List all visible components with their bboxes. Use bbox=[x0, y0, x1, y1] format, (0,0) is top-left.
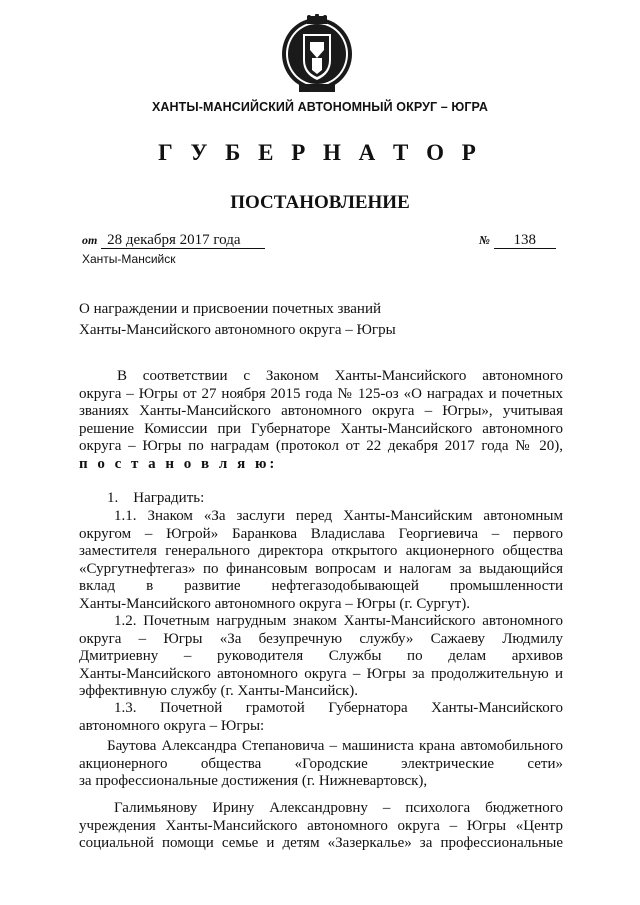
subject-line: Ханты-Мансийского автономного округа – Югры bbox=[79, 322, 396, 338]
item-1-3 bbox=[79, 700, 563, 735]
number-field bbox=[479, 232, 556, 249]
text-line: «Сургутнефтегаз» по финансовым вопросам и налогам за выдающийся bbox=[79, 560, 563, 577]
city: Ханты-Мансийск bbox=[82, 252, 176, 266]
date-label: от bbox=[82, 233, 98, 247]
preamble-paragraph bbox=[79, 368, 563, 473]
text-line: округом – Югрой» Баранкова Владислава Георгиевича – первого bbox=[79, 525, 563, 542]
date-field bbox=[82, 232, 265, 249]
document-type: ПОСТАНОВЛЕНИЕ bbox=[230, 192, 410, 213]
emblem-motto: ЮГРА bbox=[309, 88, 325, 93]
text-line: округа – Югры «За безупречную службу» Сажаеву Людмилу bbox=[79, 630, 563, 647]
region-heading: ХАНТЫ-МАНСИЙСКИЙ АВТОНОМНЫЙ ОКРУГ – ЮГРА bbox=[151, 100, 489, 114]
item-1-2 bbox=[79, 613, 563, 701]
number-label: № bbox=[479, 233, 490, 247]
text-line: вклад в развитие нефтегазодобывающей промышленности bbox=[79, 578, 563, 594]
governor-title: Г У Б Е Р Н А Т О Р bbox=[158, 140, 482, 165]
item-1-heading: 1. Наградить: bbox=[107, 490, 205, 506]
awardee-2 bbox=[79, 800, 563, 853]
text-line: решение Комиссии при Губернаторе Ханты-Мансийского автономного bbox=[79, 420, 563, 437]
text-line: Ханты-Мансийского автономного округа – Югры (г. Сургут). bbox=[79, 595, 470, 612]
text-line: автономного округа – Югры: bbox=[79, 717, 265, 734]
subject-line: О награждении и присвоении почетных званий bbox=[79, 301, 382, 317]
text-line: учреждения Ханты-Мансийского автономного округа – Югры «Центр bbox=[79, 817, 563, 834]
text-line: за профессиональные достижения (г. Нижневартовск), bbox=[79, 773, 428, 789]
text-line: 1.2. Почетным нагрудным знаком Ханты-Мансийского автономного bbox=[114, 613, 563, 629]
text-line: Ханты-Мансийского автономного округа – Югры за продолжительную и bbox=[79, 665, 563, 682]
coat-of-arms-emblem bbox=[279, 14, 355, 100]
text-line: В соответствии с Законом Ханты-Мансийского автономного bbox=[117, 368, 563, 384]
date-value: 28 декабря 2017 года bbox=[101, 232, 265, 249]
text-line: 1.1. Знаком «За заслуги перед Ханты-Мансийским автономным bbox=[114, 508, 563, 524]
item-1-1 bbox=[79, 508, 563, 613]
resolve-word: п о с т а н о в л я ю: bbox=[79, 455, 278, 472]
text-line: Баутова Александра Степановича – машиниста крана автомобильного bbox=[107, 738, 563, 754]
text-line: Галимьянову Ирину Александровну – психолога бюджетного bbox=[114, 800, 563, 816]
text-line: акционерного общества «Городские электрические сети» bbox=[79, 755, 563, 772]
text-line: заместителя генерального директора открытого акционерного общества bbox=[79, 543, 563, 559]
document-subject bbox=[79, 299, 396, 341]
text-line: званиях Ханты-Мансийского автономного округа – Югры», учитывая bbox=[79, 403, 563, 419]
awardee-1 bbox=[79, 738, 563, 791]
text-line: социальной помощи семье и детям «Зазеркалье» за профессиональные bbox=[79, 835, 563, 851]
text-line: эффективную службу (г. Ханты-Мансийск). bbox=[79, 683, 359, 699]
text-line: Дмитриевну – руководителя Службы по делам архивов bbox=[79, 648, 563, 664]
item-1 bbox=[79, 490, 563, 508]
text-line: 1.3. Почетной грамотой Губернатора Ханты-Мансийского bbox=[114, 700, 563, 716]
text-line: округа – Югры по наградам (протокол от 22 декабря 2017 года № 20), bbox=[79, 438, 563, 454]
text-line: округа – Югры от 27 ноября 2015 года № 125-оз «О наградах и почетных bbox=[79, 385, 563, 402]
number-value: 138 bbox=[494, 232, 556, 249]
